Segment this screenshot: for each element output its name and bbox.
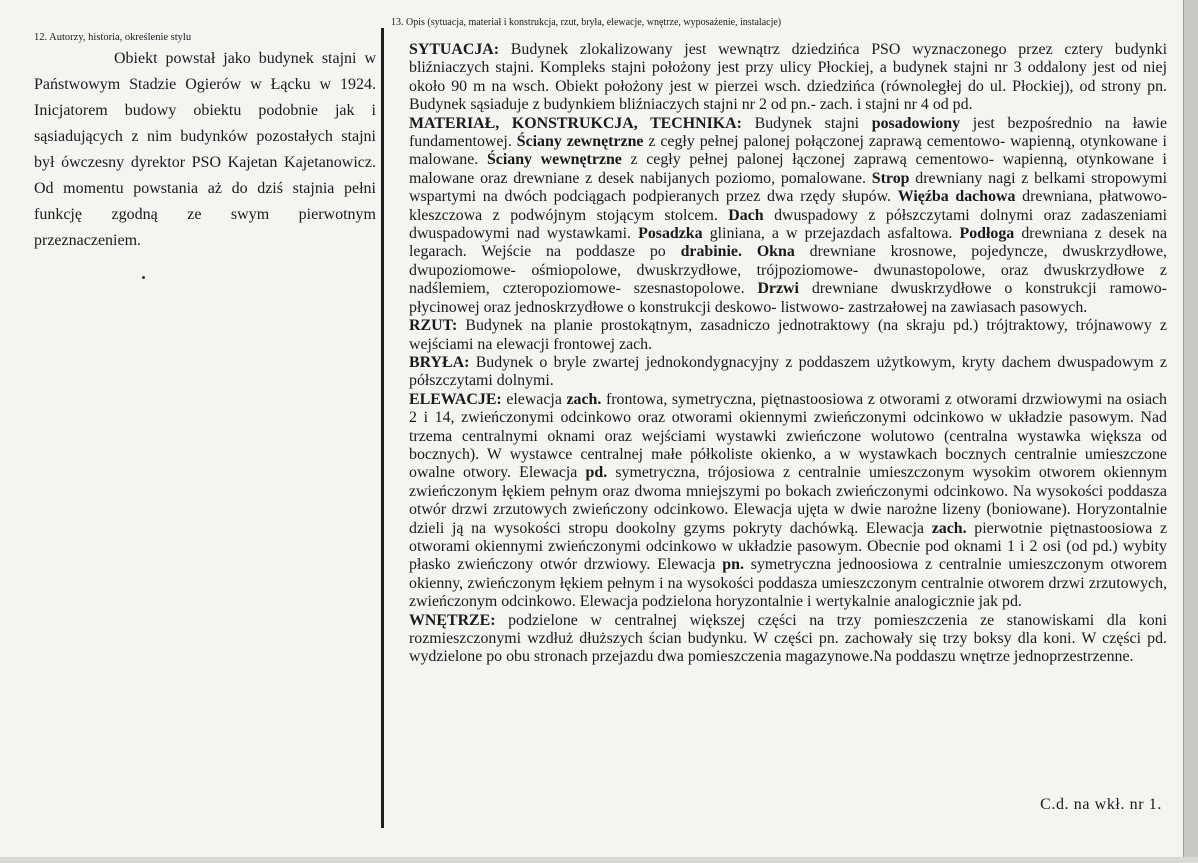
text-bryla: Budynek o bryle zwartej jednokondygnacyjny z poddaszem użytkowym, kryty dachem dwuspadowym z półszczytami dolnymi. xyxy=(409,353,1167,390)
paragraph-elewacje xyxy=(409,391,1167,612)
text-e2: frontowa, symetryczna, piętnastoosiowa z otworami z otworami drzwiowymi na osiach 2 i 14, zwieńczonymi odcinkowo oraz otworami okiennymi zwieńczonymi odcinkowo w układzie pasowym. Nad trzema centralnymi oknami oraz wejściami wystawki zwieńczone wolutowo (centralna wystawka większa od bocznych). W wystawce centralnej małe półkoliste okienko, a w wystawkach bocznych centralnie umieszczone owalne otwory. Elewacja xyxy=(409,390,1168,482)
history-text: Obiekt powstał jako budynek stajni w Państwowym Stadzie Ogierów w Łącku w 1924. Inicjatorem budowy obiektu podobnie jak i sąsiadujących z nim budynków pozostałych stajni był ówczesny dyrektor PSO Kajetan Kajetanowicz. Od momentu powstania aż do dziś stajnia pełni funkcję zgodną ze swym pierwotnym przeznaczeniem. xyxy=(34,50,376,249)
paragraph-material xyxy=(409,115,1167,317)
section-13-body xyxy=(409,41,1167,667)
text-m3: z cegły pełnej palonej połączonej zaprawą cementowo- wapienną, otynkowane i malowane. xyxy=(409,133,1167,169)
text-e3: symetryczna, trójosiowa z centralnie umieszczonym wysokim otworem okiennym zwieńczonym łękiem pełnym oraz dwoma mniejszymi po bokach zwieńczonymi odcinkowo. Na wysokości poddasza otwór drzwi zrzutowych zwieńczony odcinkowo. Elewacja ujęta w dwie narożne lizeny (boniowane). Horyzontalnie dzieli ją na wysokości stropu dookolny gzyms pokryty dachówką. Elewacja xyxy=(409,464,1168,537)
term-pd: pd. xyxy=(585,464,608,482)
text-m11: drewniane dwuskrzydłowe o konstrukcji ramowo- płycinowej oraz jednoskrzydłowe o konstrukcji deskowo- listwowo- zastrzałowej na zawiasach pasowych. xyxy=(409,280,1167,316)
text-m2: jest bezpośrednio na ławie fundamentowej. xyxy=(409,114,1168,151)
scan-edge-bottom xyxy=(0,857,1198,863)
paragraph-bryla xyxy=(409,354,1167,391)
text-m7: dwuspadowy z półszczytami dolnymi oraz zadaszeniami dwuspadowymi nad wystawkami. xyxy=(409,206,1167,243)
label-sytuacja: SYTUACJA: xyxy=(409,41,500,58)
term-posadowiony: posadowiony xyxy=(871,114,961,132)
scan-speck xyxy=(142,276,145,279)
column-divider xyxy=(381,28,384,828)
text-rzut: Budynek na planie prostokątnym, zasadniczo jednotraktowy (na skraju pd.) trójtraktowy, trójnawowy z wejściami na elewacji frontowej zach. xyxy=(409,317,1167,353)
label-elewacje: ELEWACJE: xyxy=(409,390,502,408)
label-material: MATERIAŁ, KONSTRUKCJA, TECHNIKA: xyxy=(409,114,742,132)
term-sciany-wewnetrzne: Ściany wewnętrzne xyxy=(486,151,622,169)
text-m6: drewniana, płatwowo- kleszczowa z podwójnym stojącym stolcem. xyxy=(409,188,1167,224)
text-m10: drewniane krosnowe, pojedyncze, dwuskrzydłowe, dwupoziomowe- ośmiopolowe, dwuskrzydłowe, trójpoziomowe- dwunastopolowe, oraz dwuskrzydłowe z nadślemiem, czteropoziomowe- szesnastopolowe. xyxy=(409,243,1167,298)
term-wiezba: Więźba dachowa xyxy=(897,188,1016,206)
label-wnetrze: WNĘTRZE: xyxy=(409,611,496,629)
text-m5: drewniany nagi z belkami stropowymi wspartymi na dwóch podciągach podpieranych przez dwa rzędy słupów. xyxy=(409,169,1168,206)
paragraph-rzut xyxy=(409,317,1167,354)
term-drabinie: drabinie. xyxy=(680,243,742,261)
term-okna: Okna xyxy=(756,243,795,261)
text-e5: symetryczna jednoosiowa z centralnie umieszczonym otworem okienny, zwieńczonym łękiem pełnym i na wysokości poddasza umieszczonym centralnie otworem drzwi zrzutowych, zwieńczonym odcinkowo. Elewacja podzielona horyzontalnie i wertykalnie analogicznie jak pd. xyxy=(409,556,1167,611)
section-13-heading: 13. Opis (sytuacja, materiał i konstrukcja, rzut, bryła, elewacje, wnętrze, wyposażenie, instalacje) xyxy=(391,17,782,28)
text-m9: drewniana z desek na legarach. Wejście na poddasze po xyxy=(409,225,1168,261)
text-m8: gliniana, a w przejazdach asfaltowa. xyxy=(709,225,953,243)
scan-edge-right xyxy=(1183,0,1198,863)
term-posadzka: Posadzka xyxy=(638,225,703,243)
term-pn: pn. xyxy=(722,556,744,574)
continuation-note: C.d. na wkł. nr 1. xyxy=(1040,796,1162,813)
label-bryla: BRYŁA: xyxy=(409,353,470,371)
term-zach-2: zach. xyxy=(931,519,967,537)
text-m4: z cegły pełnej palonej łączonej zaprawą cementowo- wapienną, otynkowane i malowane oraz drewniane z desek nabijanych poziomo, pomalowane. xyxy=(409,151,1167,187)
paragraph-wnetrze xyxy=(409,612,1167,667)
term-dach: Dach xyxy=(728,206,764,224)
text-m1: Budynek stajni xyxy=(754,114,860,132)
text-wnetrze: podzielone w centralnej większej części na trzy pomieszczenia ze stanowiskami dla koni rozmieszczonymi wzdłuż dłuższych ścian budynku. W części pn. zachowały się trzy boksy dla koni. W części pd. wydzielone po obu stronach przejazdu dwa pomieszczenia magazynowe.Na poddaszu wnętrze jednoprzestrzenne. xyxy=(409,611,1167,666)
text-sytuacja: Budynek zlokalizowany jest wewnątrz dziedzińca PSO wyznaczonego przez cztery budynki bliźniaczych stajni. Kompleks stajni położony jest przy ulicy Płockiej, a budynek stajni nr 3 oddalony jest od niej około 90 m na wsch. Obiekt położony jest w pierzei wsch. dziedzińca (równoległej do ul. Płockiej), od strony pn. Budynek sąsiaduje z budynkiem bliźniaczych stajni nr 2 od pn.- zach. i stajni nr 4 od pd. xyxy=(409,41,1167,114)
label-rzut: RZUT: xyxy=(409,317,458,335)
paragraph-sytuacja xyxy=(409,41,1167,115)
section-12-heading: 12. Autorzy, historia, określenie stylu xyxy=(34,32,192,43)
text-e4: pierwotnie piętnastoosiowa z otworami okiennymi zwieńczonymi odcinkowo w układzie pasowym. Obecnie pod oknami 1 i 2 osi (od pd.) wybity płasko zwieńczony otwór drzwiowy. Elewacja xyxy=(409,519,1168,574)
section-12-body xyxy=(34,46,376,254)
term-strop: Strop xyxy=(871,169,910,187)
term-podloga: Podłoga xyxy=(959,225,1015,243)
term-zach: zach. xyxy=(566,390,602,408)
term-sciany-zewnetrzne: Ściany zewnętrzne xyxy=(516,133,644,151)
term-drzwi: Drzwi xyxy=(757,280,799,298)
text-e1: elewacja xyxy=(506,390,562,408)
